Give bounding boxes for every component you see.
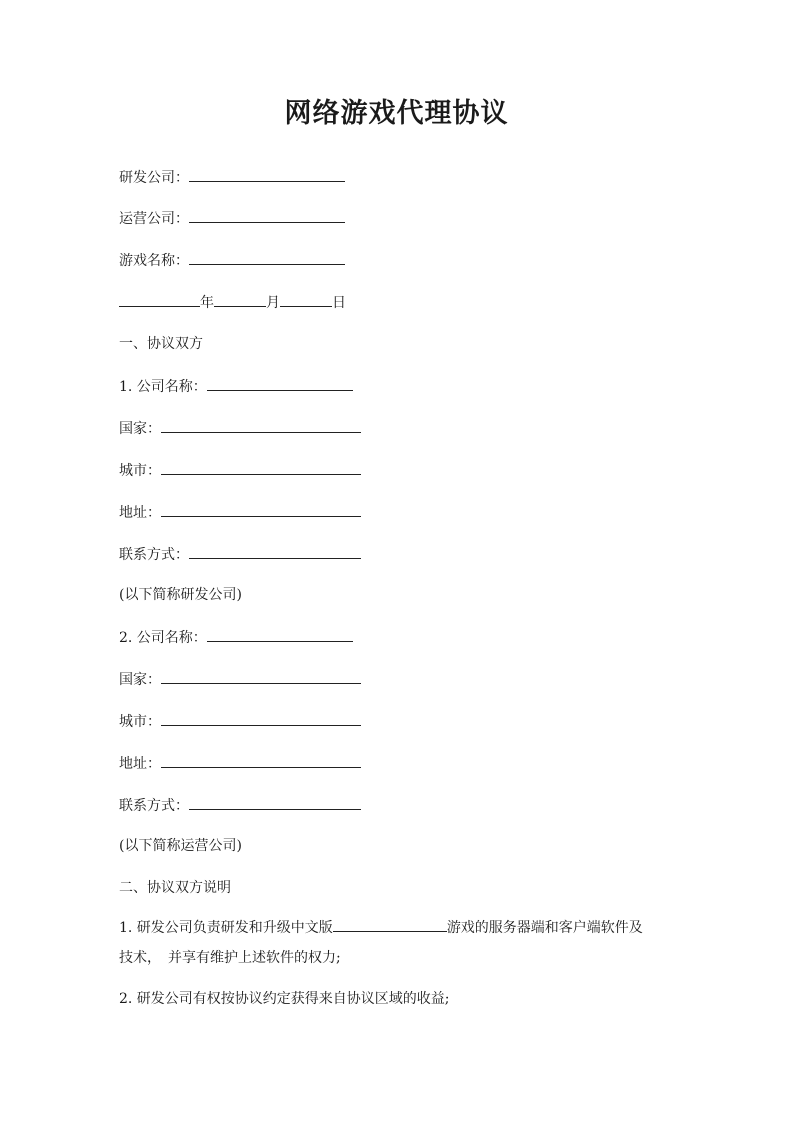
item-text: 1. 研发公司负责研发和升级中文版 <box>119 920 333 936</box>
year-blank[interactable] <box>119 291 200 307</box>
operator-company-field <box>119 207 345 230</box>
day-blank[interactable] <box>280 291 332 307</box>
party1-name-field <box>119 375 353 398</box>
field-label: 城市： <box>119 714 161 730</box>
fill-blank[interactable] <box>189 794 361 810</box>
developer-company-field <box>119 166 345 189</box>
month-label: 月 <box>266 295 280 311</box>
fill-blank[interactable] <box>333 916 447 932</box>
fill-blank[interactable] <box>161 710 361 726</box>
field-label: 地址： <box>119 756 161 772</box>
party1-note: (以下简称研发公司) <box>119 587 242 603</box>
field-label: 研发公司： <box>119 170 189 186</box>
section2-heading: 二、协议双方说明 <box>119 880 231 896</box>
party2-address-field <box>119 752 361 775</box>
fill-blank[interactable] <box>161 752 361 768</box>
fill-blank[interactable] <box>207 375 353 391</box>
fill-blank[interactable] <box>189 166 345 182</box>
field-label: 联系方式： <box>119 547 189 563</box>
fill-blank[interactable] <box>207 626 353 642</box>
item-text: 游戏的服务器端和客户端软件及 <box>446 920 643 936</box>
year-label: 年 <box>200 295 214 311</box>
party2-country-field <box>119 668 361 691</box>
field-label: 游戏名称： <box>119 253 189 269</box>
party2-contact-field <box>119 794 361 817</box>
party2-name-field <box>119 626 353 649</box>
date-field <box>119 291 346 314</box>
fill-blank[interactable] <box>161 417 361 433</box>
document-title: 网络游戏代理协议 <box>284 98 509 129</box>
fill-blank[interactable] <box>161 668 361 684</box>
party1-address-field <box>119 501 361 524</box>
party2-city-field <box>119 710 361 733</box>
item-text: 技术， 并享有维护上述软件的权力; <box>119 950 341 966</box>
section2-item2: 2. 研发公司有权按协议约定获得来自协议区域的收益; <box>119 991 450 1007</box>
party1-country-field <box>119 417 361 440</box>
field-label: 联系方式： <box>119 798 189 814</box>
field-label: 国家： <box>119 672 161 688</box>
fill-blank[interactable] <box>189 207 345 223</box>
section2-item1 <box>119 913 679 973</box>
party1-contact-field <box>119 543 361 566</box>
day-label: 日 <box>332 295 346 311</box>
fill-blank[interactable] <box>161 459 361 475</box>
field-label: 城市： <box>119 463 161 479</box>
field-label: 2. 公司名称： <box>119 630 207 646</box>
fill-blank[interactable] <box>189 249 345 265</box>
party2-note: (以下简称运营公司) <box>119 838 242 854</box>
game-name-field <box>119 249 345 272</box>
section1-heading: 一、协议双方 <box>119 336 203 352</box>
field-label: 地址： <box>119 505 161 521</box>
fill-blank[interactable] <box>189 543 361 559</box>
field-label: 国家： <box>119 421 161 437</box>
field-label: 1. 公司名称： <box>119 379 207 395</box>
month-blank[interactable] <box>214 291 266 307</box>
party1-city-field <box>119 459 361 482</box>
field-label: 运营公司： <box>119 211 189 227</box>
fill-blank[interactable] <box>161 501 361 517</box>
